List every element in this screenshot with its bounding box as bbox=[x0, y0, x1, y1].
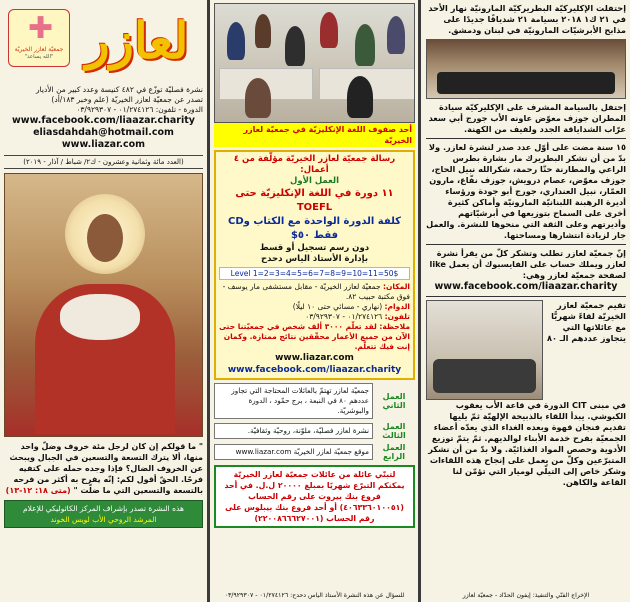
supervision-box bbox=[4, 500, 203, 528]
figure-head-shape bbox=[87, 214, 123, 262]
mission-title: رسالة جمعيّة لعازر الخيريّة مؤلّفة من ٤ أعمال: bbox=[233, 154, 396, 175]
divider bbox=[426, 244, 626, 245]
like-word: like bbox=[429, 259, 446, 269]
intro-line: الدورة - تلفون: ٠١/٢٧٤١٢٦ - ٠٣/٩٢٩٣٠٧ bbox=[76, 105, 203, 114]
facebook-link[interactable]: www.facebook.com/liaazar.charity bbox=[12, 115, 195, 126]
column-divider bbox=[418, 0, 421, 602]
course-price: كلفة الدورة الواحدة مع الكتاب وCD فقط ٥٠$ bbox=[228, 216, 401, 241]
work3-row bbox=[214, 422, 415, 440]
course-line: ١١ دورة في اللغة الإنكليزيّة حتى TOEFL bbox=[235, 188, 394, 213]
cross-icon: ✚ bbox=[28, 11, 54, 46]
student-figure bbox=[285, 26, 305, 66]
ordination-paragraph: إحتفلت الإكليركيّة البطريركيّة المارونيّة نهار الأحد في ٢١ ك١ ٢٠١٨ بسيامة ٢١ شدياقًا جديدًا على مذابح الأبرشيّات المارونيّة في لبنان ودمشق. bbox=[428, 3, 626, 35]
ordination-photo bbox=[426, 39, 626, 99]
meeting-text: تقيم جمعيّة لعازر الخيريّة لقاءً شهريًّا مع عائلاتها التي يتجاوز عددهم الـ ٨٠ bbox=[546, 300, 626, 343]
audience-shape bbox=[433, 359, 536, 393]
levels-line: Level 1=2=3=4=5=6=7=8=9=10=11=50$ bbox=[219, 267, 410, 280]
site-link[interactable]: www.liazar.com bbox=[275, 353, 354, 363]
work4-text: موقع جمعيّة لعازر الخيريّة www.liazar.com bbox=[214, 444, 373, 460]
masthead bbox=[4, 3, 203, 85]
work4-label: العمل الرابع bbox=[382, 443, 406, 461]
good-shepherd-image bbox=[4, 173, 203, 437]
mission-box bbox=[214, 150, 415, 380]
work2-text: جمعيّة لعازر تهتمّ بالعائلات المحتاجة التي تجاوز عددهم ٨٠ في النبعة ، برج حمّود ، الدورة والبوشريّة. bbox=[214, 383, 373, 419]
facebook-request-text: إنّ جمعيّة لعازر تطلب وتشكر كلّ من يقرأ نشرة لعازر ويملك حساب على الفايسبوك أن يعمل bbox=[436, 248, 626, 269]
work2-row bbox=[214, 383, 415, 419]
place-text: جمعيّة لعازر الخيريّة - مقابل مستشفى مار يوسف - فوق مكتبة حبيب ٨٢. bbox=[222, 282, 410, 301]
middle-footer: للسؤال عن هذه النشرة الأستاذ الياس دحدح: ٠١/٢٧٤١٢٦ - ٠٣/٩٢٩٣٠٧ bbox=[224, 592, 405, 599]
student-figure bbox=[255, 14, 271, 48]
student-figure bbox=[355, 24, 375, 66]
meeting-details: في مبنى CIT الدورة في قاعة الأب يعقوب الكبوشي. يبدأ اللقاء بالذبيحة الإلهيّة ثمّ يليها تقديم فنجان قهوة وبعده الغداء الذي يعدّه أعضاء الجمعيّة بفرح خدمة الأبناء لوالديهم. ثمّ يتمّ توزيع الأدوية وحصص المواد الغذائيّة. ولا بدّ من أن نشكر المتبرّعين وكلّ من يعمل على إنجاح هذه اللقاءات وشكر خاص إلى التيلّي لوميار التي تؤمّن لنا القاعة والكاهن. bbox=[428, 400, 626, 487]
right-fb-link[interactable]: www.facebook.com/liaazar.charity bbox=[434, 281, 618, 292]
spiritual-advisor: المرشد الروحي الأب لويس الخوند bbox=[50, 515, 157, 524]
facebook-request bbox=[426, 248, 626, 281]
student-figure bbox=[387, 16, 405, 54]
ordination-celebrant: إحتفل بالسيامة المشرف على الإكليركيّة سيادة المطران جوزف معوّض عاونه الأب جورج أبي سعد عرّاب الشداياقة الجدد ولفيف من الكهنة. bbox=[428, 102, 626, 134]
course-fee-note: دون رسم تسجيل أو قسط bbox=[259, 243, 370, 253]
supervision-text: هذه النشرة تصدر بإشراف المركز الكاثوليكي للإعلام bbox=[23, 504, 184, 513]
photo-caption: أحد صفوف اللغة الإنكليزيّة في جمعيّة لعازر الخيريّة bbox=[214, 123, 415, 147]
website-link[interactable]: www.liazar.com bbox=[61, 139, 146, 150]
work3-label: العمل الثالث bbox=[382, 422, 406, 440]
classroom-photo bbox=[214, 3, 415, 123]
student-figure bbox=[227, 22, 245, 60]
hours-text: (نهاري - مسائي حتى ١٠ ليلًا) bbox=[292, 302, 383, 311]
work3-text: نشرة لعازر فصليّة، ملوّنة، روحيّة وثقافيّة. bbox=[214, 423, 373, 439]
right-column bbox=[422, 0, 630, 602]
sponsor-box: لتبنّي عائلة من عائلات جمعيّة لعازر الخيريّة يمكنكم التبرّع شهريًا بمبلغ ٢٠٠٠٠ ل.ل. في أحد فروع بنك بيروت على رقم الحساب (٤٠٦٣٣٦٠١٠٠٥١) أو أحد فروع بنك بيبلوس على رقم الحساب (٢٢٠٠٨٦٦٦٢٧٠٠١) bbox=[214, 465, 415, 528]
intro-text bbox=[4, 85, 203, 115]
student-figure bbox=[347, 76, 373, 118]
quote-reference: (متى ١٨: ١٢-١٣) bbox=[5, 486, 71, 495]
student-figure bbox=[320, 12, 338, 48]
left-column bbox=[0, 0, 207, 602]
student-figure bbox=[245, 78, 271, 118]
place-label: المكان: bbox=[383, 282, 410, 291]
phone-text: ٠١/٢٧٤١٢٦ - ٠٣/٩٢٩٣٠٧ bbox=[305, 312, 383, 321]
meeting-row bbox=[426, 300, 626, 400]
hours-label: الدوام: bbox=[384, 302, 410, 311]
issue-info: (العدد مائة وثمانية وعشرون - ك٢/ شباط / آذار - ٢٠١٩) bbox=[4, 155, 203, 169]
logo-motto: "الله يساعد" bbox=[24, 54, 54, 60]
gospel-quote bbox=[4, 441, 203, 496]
middle-column bbox=[211, 0, 418, 602]
intro-line: تصدر عن جمعيّة لعازر الخيريّة (علم وخبر ١٨٣/أد) bbox=[51, 95, 203, 104]
masthead-title: لعازر bbox=[85, 11, 189, 70]
intro-line: نشرة فصليّة توزّع في ٤٨٢ كنيسة وعدد كبير من الأديار bbox=[36, 85, 203, 94]
work4-row bbox=[214, 443, 415, 461]
divider bbox=[426, 138, 626, 139]
clergy-group-shape bbox=[437, 72, 615, 94]
divider bbox=[426, 296, 626, 297]
anniversary-paragraph: ١٥ سنة مضت على أوّل عدد صدر لنشرة لعازر. ولا بدّ من أن نشكر البطريرك مار بشارة بطرس الراعي والمطارنة حنّا رحمة، شكرالله نبيل الحاج، جوزف معوّض، عصام درويش، جوزف نفّاع، مارون العمّار، نبيل العنداري، جورج أبو جودة ورؤساء أديرة الرهبنة اللبنانيّة المارونيّة وأماكن كثيرة أخرى على السماح بتوزيعها في أبرشيّاتهم وأديرتهم وعلى الثقة التي منحوها للنشرة. والعمل جار لزيادة انتشارها ومساحتها. bbox=[426, 142, 626, 240]
quote-text: " ما قولكم إن كان لرجل مئة خروف وضلّ واحد منها، ألا يترك التسعة والتسعين في الجبال ويبحث عن الخروف الضال؟ فإذا وجده حمله على كتفيه فرحًا. الحقّ أقول لكم: إنّه يفرح به أكثر من فرحه بالتسعة والتسعين التي ما ضلّت " bbox=[9, 442, 203, 495]
course-director: بإدارة الأستاذ الياس دحدح bbox=[260, 254, 369, 264]
meeting-photo bbox=[426, 300, 543, 400]
email-link[interactable]: eliasdahdah@hotmail.com bbox=[33, 127, 174, 138]
work2-label: العمل الثاني bbox=[382, 392, 406, 410]
charity-logo bbox=[8, 9, 70, 67]
logo-org-name: جمعيّة لعازر الخيريّة bbox=[14, 46, 64, 53]
facebook-request-text2: لصفحة جمعيّة لعازر وهي: bbox=[522, 270, 626, 280]
phone-label: تلفون: bbox=[384, 312, 410, 321]
work1-label: العمل الأول bbox=[289, 176, 340, 186]
right-footer: الإخراج الفنّي والتنفيذ: إيفون الحدّاد - جمعيّة لعازر bbox=[462, 592, 590, 599]
column-divider bbox=[207, 0, 210, 602]
lamb-shape bbox=[60, 294, 140, 340]
fb-link[interactable]: www.facebook.com/liaazar.charity bbox=[227, 365, 402, 375]
students-note: ملاحظة: لقد تعلّم ٣٠٠٠ ألف شخص في جمعيّتنا حتى الآن من جميع الأعمار محقّقين نتائج ممتازة. وكمان إنت فيك تتعلّم. bbox=[219, 322, 410, 351]
